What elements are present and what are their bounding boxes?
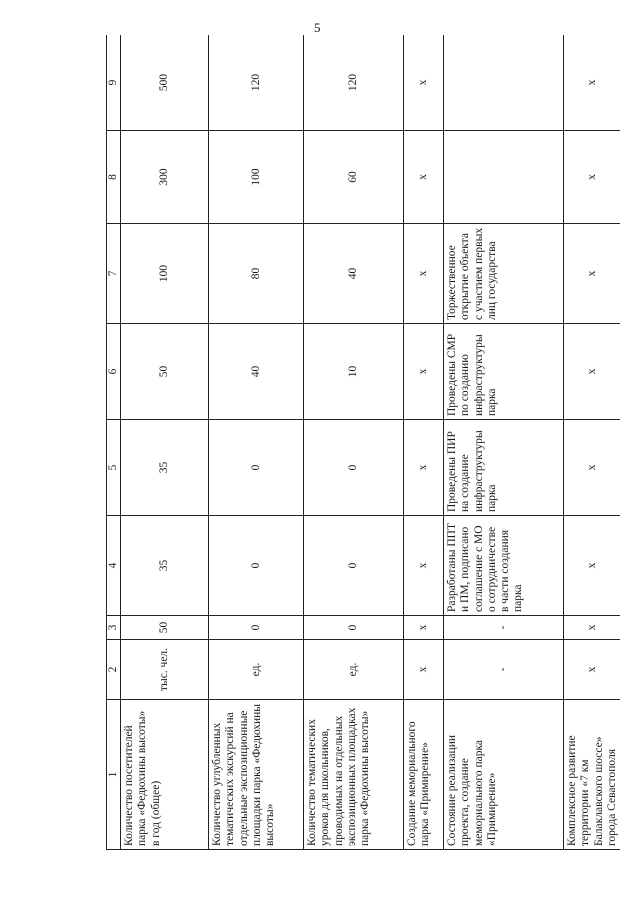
value-cell: 120 (209, 35, 304, 131)
value-cell (444, 35, 564, 131)
unit-cell: х (564, 640, 620, 700)
value-cell: х (404, 516, 444, 616)
column-header: 9 (107, 35, 121, 131)
value-cell: 0 (209, 616, 304, 640)
table-row (404, 35, 444, 850)
value-cell: 500 (121, 35, 209, 131)
value-cell: 60 (304, 131, 404, 224)
value-cell: 0 (209, 420, 304, 516)
value-cell: х (404, 35, 444, 131)
value-cell: 40 (209, 324, 304, 420)
column-header: 2 (107, 640, 121, 700)
table-row (304, 35, 404, 850)
unit-cell: ед. (304, 640, 404, 700)
rotated-table-frame (106, 35, 620, 850)
value-cell: х (564, 420, 620, 516)
value-cell: х (564, 324, 620, 420)
column-header: 1 (107, 700, 121, 850)
value-cell: Разработаны ППТ и ПМ, подписано соглашение с МО о сотрудничестве в части создания парка (444, 516, 564, 616)
value-cell: 35 (121, 420, 209, 516)
indicator-name: Комплексное развитие территории «7 км Балаклавского шоссе» города Севастополя (564, 700, 620, 850)
unit-cell: х (404, 640, 444, 700)
header-row (107, 35, 121, 850)
value-cell: 120 (304, 35, 404, 131)
page-number: 5 (314, 20, 321, 35)
value-cell: 300 (121, 131, 209, 224)
value-cell: 35 (121, 516, 209, 616)
column-header: 7 (107, 224, 121, 324)
value-cell: х (404, 420, 444, 516)
value-cell: 100 (209, 131, 304, 224)
value-cell: 100 (121, 224, 209, 324)
value-cell: 80 (209, 224, 304, 324)
value-cell: 40 (304, 224, 404, 324)
table-row (564, 35, 620, 850)
value-cell: Проведены ПИР на создание инфраструктуры парка (444, 420, 564, 516)
indicators-table (106, 35, 620, 850)
value-cell: 0 (209, 516, 304, 616)
value-cell: Проведены СМР по созданию инфраструктуры парка (444, 324, 564, 420)
column-header: 8 (107, 131, 121, 224)
value-cell (444, 131, 564, 224)
value-cell: х (404, 616, 444, 640)
unit-cell: - (444, 640, 564, 700)
value-cell: х (404, 324, 444, 420)
column-header: 5 (107, 420, 121, 516)
value-cell: х (564, 131, 620, 224)
value-cell: 50 (121, 324, 209, 420)
value-cell: 10 (304, 324, 404, 420)
value-cell: х (404, 131, 444, 224)
value-cell: х (404, 224, 444, 324)
value-cell: х (564, 224, 620, 324)
indicator-name: Количество тематических уроков для школьников, проводимых на отдельных экспозиционных площадках парка «Федюхины высоты» (304, 700, 404, 850)
value-cell: 0 (304, 616, 404, 640)
table-row (209, 35, 304, 850)
indicator-name: Создание мемориального парка «Примирение» (404, 700, 444, 850)
indicator-name: Количество посетителей парка «Федюхины высоты» в год (общее) (121, 700, 209, 850)
value-cell: Торжественное открытие объекта с участием первых лиц государства (444, 224, 564, 324)
value-cell: 50 (121, 616, 209, 640)
indicator-name: Количество углубленных тематических экскурсий на отдельные экспозиционные площадки парка «Федюхины высоты» (209, 700, 304, 850)
value-cell: 0 (304, 516, 404, 616)
value-cell: х (564, 35, 620, 131)
value-cell: 0 (304, 420, 404, 516)
column-header: 4 (107, 516, 121, 616)
value-cell: х (564, 516, 620, 616)
column-header: 3 (107, 616, 121, 640)
indicator-name: Состояние реализации проекта, создание мемориального парка «Примирение» (444, 700, 564, 850)
table-row (444, 35, 564, 850)
unit-cell: тыс. чел. (121, 640, 209, 700)
unit-cell: ед. (209, 640, 304, 700)
landscape-table-wrapper (106, 35, 620, 850)
column-header: 6 (107, 324, 121, 420)
table-row (121, 35, 209, 850)
value-cell: - (444, 616, 564, 640)
value-cell: х (564, 616, 620, 640)
